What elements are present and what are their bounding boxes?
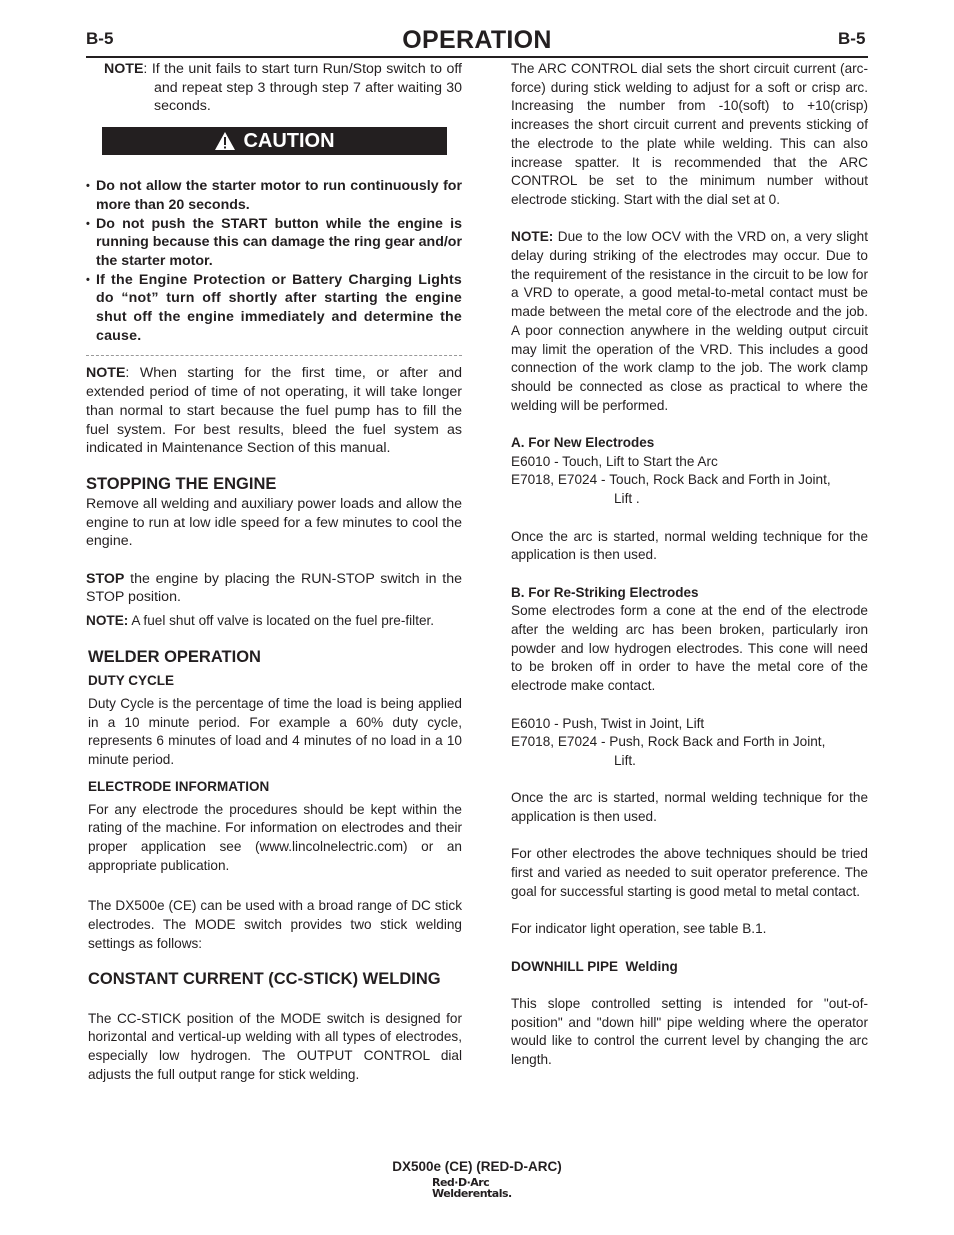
- restrike-line-e6010: E6010 - Push, Twist in Joint, Lift: [511, 715, 705, 731]
- subheading-duty-cycle: DUTY CYCLE: [88, 672, 175, 688]
- note-body: Due to the low OCV with the VRD on, a very slight delay during striking of the electrodes may occur. Due to the requirement of the resistance in the circuit to be low for a VRD to operate, a good metal-to-metal contact must be made between the metal core of the electrode and the job. A poor connection anywhere in the welding output circuit may limit the operation of the VRD. This includes a good connection of the work clamp to the job. The work clamp should be connected as close as practical to where the welding will be performed.: [511, 229, 868, 413]
- new-electrode-line-e7018: [511, 471, 868, 490]
- stopping-paragraph: Remove all welding and auxiliary power loads and allow the engine to run at low idle speed for a few minutes to cool the engine.: [86, 495, 462, 550]
- subheading-new-electrodes: A. For New Electrodes: [511, 435, 655, 451]
- duty-cycle-paragraph: Duty Cycle is the percentage of time the load is being applied in a 10 minute period. For example a 60% duty cycle, represents 6 minutes of load and 4 minutes of no load in a 10 minute period.: [88, 695, 462, 767]
- divider: [86, 355, 462, 356]
- restrike-line-e7018: [511, 733, 868, 752]
- once-started-paragraph-2: Once the arc is started, normal welding technique for the application is then used.: [511, 790, 868, 825]
- downhill-heading-main: DOWNHILL PIPE: [511, 958, 619, 974]
- electrode-code: E7018, E7024 -: [511, 734, 610, 750]
- electrode-code: E7018, E7024 -: [511, 472, 610, 488]
- electrode-technique: Touch, Rock Back and Forth in Joint,: [609, 472, 831, 488]
- note-vrd: [511, 228, 868, 415]
- subheading-downhill-pipe: [511, 958, 868, 977]
- left-column: [86, 60, 462, 1084]
- section-heading-stopping: STOPPING THE ENGINE: [86, 474, 277, 493]
- header-rule: [86, 56, 868, 58]
- list-item: • Do not allow the starter motor to run continuously for more than 20 seconds.: [86, 177, 462, 214]
- list-item: • If the Engine Protection or Battery Charging Lights do “not” turn off shortly after starting the engine shut off the engine immediately and determine the cause.: [86, 271, 462, 346]
- cc-stick-paragraph: The CC-STICK position of the MODE switch is designed for horizontal and vertical-up welding with all types of electrodes, especially low hydrogen. The OUTPUT CONTROL dial adjusts the full output range for stick welding.: [88, 1010, 462, 1082]
- dx500-paragraph: The DX500e (CE) can be used with a broad range of DC stick electrodes. The MODE switch provides two stick welding settings as follows:: [88, 898, 462, 951]
- stop-body: the engine by placing the RUN-STOP switch in the STOP position.: [86, 570, 462, 606]
- note-restart: [86, 60, 462, 116]
- restriking-paragraph: Some electrodes form a cone at the end of the electrode after the welding arc has been broken, particularly iron powder and low hydrogen electrodes. This cone will need to be broken off in order to have the metal core of the electrode make contact.: [511, 603, 868, 694]
- downhill-paragraph: This slope controlled setting is intended for "out-of-position" and "down hill" pipe welding where the operator would like to control the current level by changing the arc length.: [511, 996, 868, 1068]
- new-electrode-line-e6010: E6010 - Touch, Lift to Start the Arc: [511, 453, 718, 469]
- other-electrodes-paragraph: For other electrodes the above techniques should be tried first and varied as needed to suit operator preference. The goal for successful starting is good metal to metal contact.: [511, 846, 868, 899]
- electrode-info-paragraph: For any electrode the procedures should be kept within the rating of the machine. For information on electrodes and their proper application see (www.lincolnelectric.com) or an appropriate publication.: [88, 801, 462, 873]
- caution-banner: [102, 127, 447, 155]
- footer-model: DX500e (CE) (RED-D-ARC): [392, 1159, 562, 1174]
- once-started-paragraph-1: Once the arc is started, normal welding technique for the application is then used.: [511, 528, 868, 563]
- red-d-arc-logo: [432, 1177, 522, 1199]
- logo-line-1: Red·D·Arc: [432, 1176, 490, 1189]
- page-number-right: B-5: [838, 29, 866, 48]
- note-body: A fuel shut off valve is located on the fuel pre-filter.: [128, 613, 435, 629]
- electrode-technique: Push, Rock Back and Forth in Joint,: [609, 734, 826, 750]
- note-body: : If the unit fails to start turn Run/Stop switch to off and repeat step 3 through step 7 after waiting 30 seconds.: [143, 61, 462, 115]
- section-heading-welder: WELDER OPERATION: [88, 647, 261, 666]
- page-title: OPERATION: [402, 26, 552, 54]
- stop-label: STOP: [86, 570, 125, 587]
- note-first-start: [86, 364, 462, 458]
- electrode-technique-tail: Lift.: [614, 752, 636, 768]
- right-column: [511, 60, 868, 1070]
- subheading-electrode-info: ELECTRODE INFORMATION: [88, 778, 270, 794]
- note-label: NOTE: [86, 365, 126, 382]
- indicator-light-paragraph: For indicator light operation, see table B.1.: [511, 921, 767, 937]
- electrode-technique-tail: Lift .: [614, 491, 640, 507]
- subheading-restriking: B. For Re-Striking Electrodes: [511, 584, 699, 600]
- note-label: NOTE:: [86, 613, 129, 629]
- arc-control-paragraph: The ARC CONTROL dial sets the short circuit current (arc-force) during stick welding to adjust for a soft or crisp arc. Increasing the number from -10(soft) to +10(crisp) increases the short circuit current and prevents sticking of the electrode to the plate while welding. This can also increase spatter. It is recommended that the ARC CONTROL be set to the minimum number without electrode sticking. Start with the dial set at 0.: [511, 61, 868, 207]
- downhill-heading-tail: Welding: [618, 958, 678, 974]
- note-body: : When starting for the first time, or after and extended period of time of not operating, it will take longer than normal to start because the fuel pump has to fill the fuel system. For best results, bleed the fuel system as indicated in Maintenance Section of this manual.: [86, 365, 462, 457]
- note-label: NOTE: [104, 61, 144, 77]
- page-number-left: B-5: [86, 29, 114, 48]
- caution-label: CAUTION: [243, 129, 335, 152]
- note-label: NOTE:: [511, 229, 554, 245]
- stop-paragraph: [86, 570, 462, 607]
- note-restart-text: [86, 60, 462, 116]
- list-item: • Do not push the START button while the engine is running because this can damage the ring gear and/or the starter motor.: [86, 215, 462, 271]
- logo-line-2: Welderentals.: [432, 1187, 512, 1200]
- note-fuel-valve: [86, 612, 462, 631]
- caution-list: [86, 177, 462, 345]
- section-heading-cc-stick: CONSTANT CURRENT (CC-STICK) WELDING: [88, 969, 441, 988]
- warning-triangle-icon: [214, 131, 236, 151]
